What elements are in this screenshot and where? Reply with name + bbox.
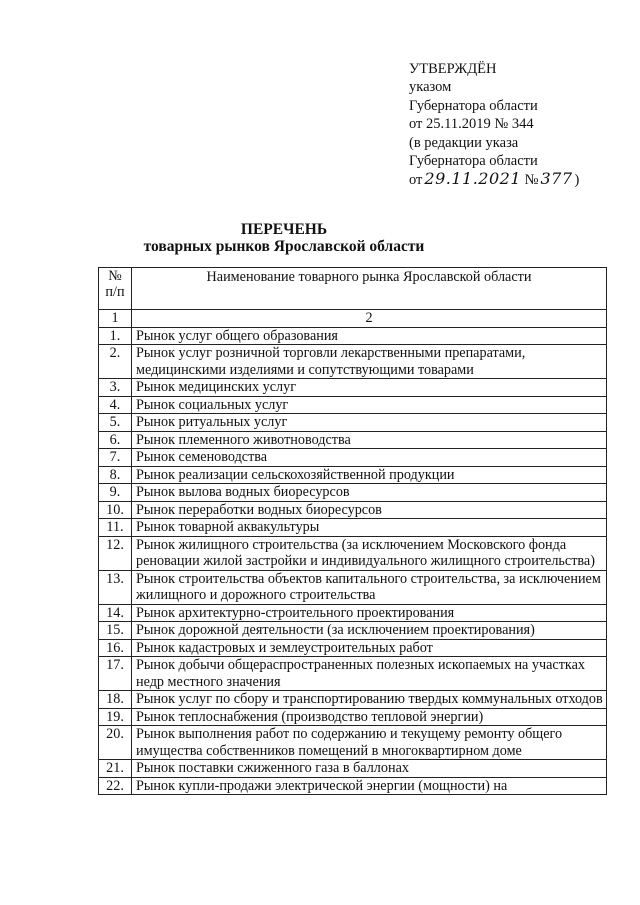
row-number: 3. <box>99 379 132 397</box>
table-row <box>99 414 607 432</box>
column-index-row <box>99 310 607 328</box>
handwritten-number: 377 <box>540 169 573 189</box>
row-number: 10. <box>99 501 132 519</box>
row-number: 8. <box>99 466 132 484</box>
market-name: Рынок добычи общераспространенных полезных ископаемых на участках недр местного значения <box>132 657 607 691</box>
market-name: Рынок реализации сельскохозяйственной продукции <box>132 466 607 484</box>
table-row <box>99 519 607 537</box>
table-row <box>99 639 607 657</box>
table-row <box>99 657 607 691</box>
close-paren: ) <box>574 172 580 189</box>
row-number: 1. <box>99 327 132 345</box>
table-row <box>99 501 607 519</box>
table-row <box>99 536 607 570</box>
market-name: Рынок медицинских услуг <box>132 379 607 397</box>
row-number: 7. <box>99 449 132 467</box>
table-row <box>99 570 607 604</box>
approval-line-2: Губернатора области <box>409 97 538 114</box>
table-row <box>99 484 607 502</box>
col-name-header: Наименование товарного рынка Ярославской области <box>132 268 607 310</box>
approval-date-line <box>409 170 579 189</box>
market-name: Рынок теплоснабжения (производство тепловой энергии) <box>132 708 607 726</box>
table-row <box>99 466 607 484</box>
table-row <box>99 379 607 397</box>
handwritten-date: 29.11.2021 <box>424 169 522 189</box>
table-row <box>99 327 607 345</box>
row-number: 12. <box>99 536 132 570</box>
market-name: Рынок услуг общего образования <box>132 327 607 345</box>
row-number: 19. <box>99 708 132 726</box>
row-number: 13. <box>99 570 132 604</box>
market-name: Рынок семеноводства <box>132 449 607 467</box>
row-number: 14. <box>99 604 132 622</box>
col-number-header: № п/п <box>99 268 132 310</box>
table-row <box>99 449 607 467</box>
row-number: 11. <box>99 519 132 537</box>
column-index-1: 1 <box>99 310 132 328</box>
row-number: 2. <box>99 345 132 379</box>
row-number: 18. <box>99 691 132 709</box>
table-header-row <box>99 268 607 310</box>
market-name: Рынок переработки водных биоресурсов <box>132 501 607 519</box>
market-name: Рынок строительства объектов капитального строительства, за исключением жилищного и дорожного строительства <box>132 570 607 604</box>
market-name: Рынок социальных услуг <box>132 396 607 414</box>
approval-title: УТВЕРЖДЁН <box>409 61 497 77</box>
approval-line-1: указом <box>409 79 452 96</box>
market-name: Рынок услуг розничной торговли лекарственными препаратами, медицинскими изделиями и сопутствующими товарами <box>132 345 607 379</box>
row-number: 9. <box>99 484 132 502</box>
table-row <box>99 760 607 778</box>
row-number: 5. <box>99 414 132 432</box>
market-name: Рынок ритуальных услуг <box>132 414 607 432</box>
row-number: 20. <box>99 726 132 760</box>
approval-stamp <box>409 60 579 190</box>
row-number: 4. <box>99 396 132 414</box>
market-name: Рынок кадастровых и землеустроительных работ <box>132 639 607 657</box>
approval-from-prefix: от <box>409 172 423 189</box>
table-row <box>99 691 607 709</box>
approval-line-3: от 25.11.2019 № 344 <box>409 116 534 133</box>
table-row <box>99 396 607 414</box>
row-number: 17. <box>99 657 132 691</box>
number-sign: № <box>524 172 539 189</box>
row-number: 15. <box>99 622 132 640</box>
markets-table <box>98 267 607 795</box>
table-body <box>99 327 607 795</box>
market-name: Рынок купли-продажи электрической энергии (мощности) на <box>132 777 607 795</box>
approval-line-5: Губернатора области <box>409 153 538 170</box>
table-row <box>99 431 607 449</box>
table-row <box>99 726 607 760</box>
market-name: Рынок жилищного строительства (за исключением Московского фонда реновации жилой застройки и индивидуального жилищного строительства) <box>132 536 607 570</box>
row-number: 16. <box>99 639 132 657</box>
table-row <box>99 777 607 795</box>
market-name: Рынок племенного животноводства <box>132 431 607 449</box>
table-row <box>99 708 607 726</box>
market-name: Рынок услуг по сбору и транспортированию твердых коммунальных отходов <box>132 691 607 709</box>
row-number: 22. <box>99 777 132 795</box>
market-name: Рынок дорожной деятельности (за исключением проектирования) <box>132 622 607 640</box>
market-name: Рынок архитектурно-строительного проектирования <box>132 604 607 622</box>
table-row <box>99 604 607 622</box>
column-index-2: 2 <box>132 310 607 328</box>
market-name: Рынок поставки сжиженного газа в баллонах <box>132 760 607 778</box>
table-row <box>99 345 607 379</box>
row-number: 21. <box>99 760 132 778</box>
approval-line-4: (в редакции указа <box>409 134 519 151</box>
market-name: Рынок товарной аквакультуры <box>132 519 607 537</box>
document-subtitle: товарных рынков Ярославской области <box>143 238 425 255</box>
page-bottom-edge <box>0 893 640 905</box>
row-number: 6. <box>99 431 132 449</box>
document-title: ПЕРЕЧЕНЬ <box>240 221 328 238</box>
market-name: Рынок выполнения работ по содержанию и текущему ремонту общего имущества собственников помещений в многоквартирном доме <box>132 726 607 760</box>
market-name: Рынок вылова водных биоресурсов <box>132 484 607 502</box>
table-row <box>99 622 607 640</box>
